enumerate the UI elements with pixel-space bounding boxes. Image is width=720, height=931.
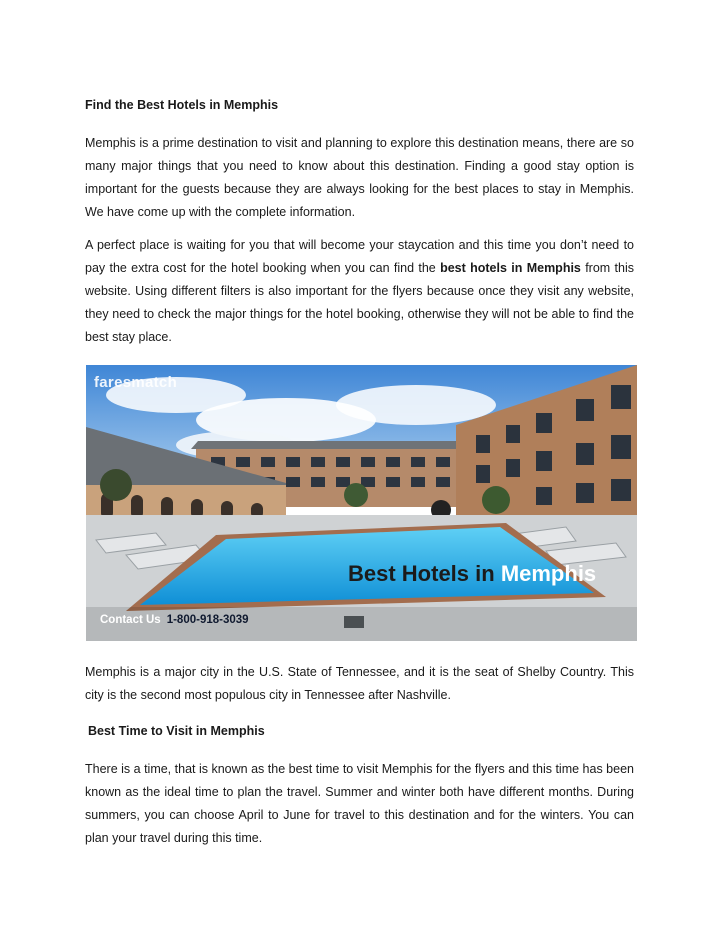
heading-find-best-hotels: Find the Best Hotels in Memphis xyxy=(85,98,279,112)
paragraph-memphis-city: Memphis is a major city in the U.S. State of Tennessee, and it is the seat of Shelby Country. This city is the second most populous city in Tennessee after Nashville. xyxy=(85,665,634,702)
paragraph-best-time: There is a time, that is known as the best time to visit Memphis for the flyers and this time has been known as the ideal time to plan the travel. Summer and winter both have different months. During summers, you can choose April to June for travel to this destination and for the winters. You can plan your travel during this time. xyxy=(85,762,634,845)
overlay-title-text: Best Hotels in xyxy=(348,561,501,586)
contact-phone-number[interactable]: 1-800-918-3039 xyxy=(166,614,249,626)
paragraph-text-start: A perfect place is waiting for you that will become your staycation and this time you don’t need to pay the extra cost for the hotel booking when you can find the xyxy=(85,238,634,275)
paragraph-intro: Memphis is a prime destination to visit and planning to explore this destination means, there are so many major things that you need to know about this destination. Finding a good stay option is important for the guests because they are always looking for the best places to stay in Memphis. We have come up with the complete information. xyxy=(85,136,634,219)
heading-best-time-to-visit: Best Time to Visit in Memphis xyxy=(88,724,265,738)
paragraph-staycation xyxy=(85,234,634,349)
link-best-hotels-in-memphis[interactable]: best hotels in Memphis xyxy=(440,261,581,275)
faresmatch-logo: faresmatch xyxy=(94,374,178,391)
contact-info xyxy=(100,614,249,626)
overlay-title-city: Memphis xyxy=(500,561,597,586)
image-overlay-title xyxy=(348,561,596,587)
hotel-pool-image xyxy=(86,365,637,641)
contact-us-label: Contact Us xyxy=(100,614,161,626)
hotel-pool-photo xyxy=(86,365,637,641)
paragraph-text-end: from this website. Using different filters is also important for the flyers because once they visit any website, they need to check the major things for the hotel booking, otherwise they will not be able to find the best stay place. xyxy=(85,261,634,344)
